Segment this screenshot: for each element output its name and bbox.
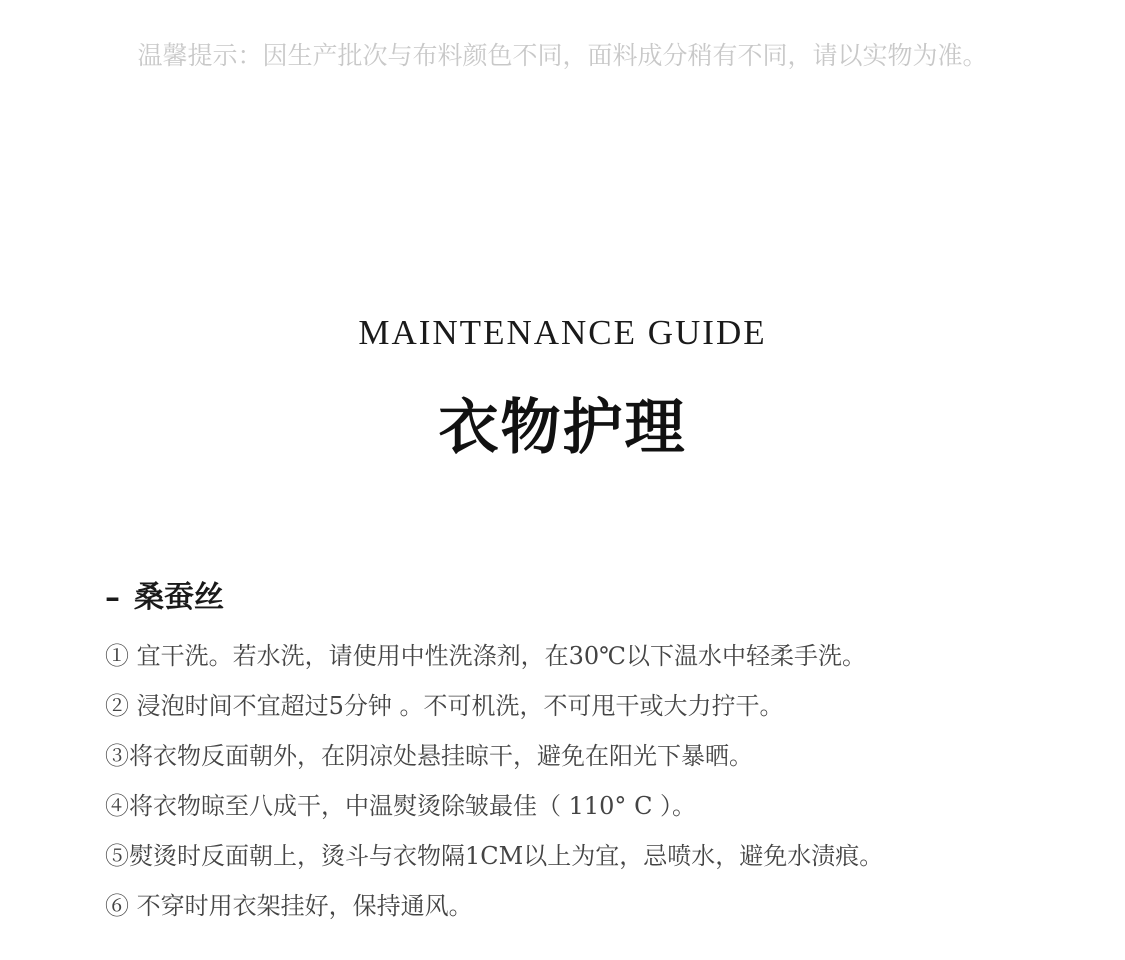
guide-title-cn: 衣物护理 xyxy=(438,393,687,463)
care-instruction-4: ④将衣物晾至八成干，中温熨烫除皱最佳（ 110° C ）。 xyxy=(105,792,697,820)
care-instruction-6: ⑥ 不穿时用衣架挂好，保持通风。 xyxy=(105,892,473,920)
care-instruction-5: ⑤熨烫时反面朝上，烫斗与衣物隔1CM以上为宜，忌喷水，避免水渍痕。 xyxy=(105,842,884,870)
section-dash: – xyxy=(105,580,120,615)
notice-text: 温馨提示：因生产批次与布料颜色不同，面料成分稍有不同，请以实物为准。 xyxy=(137,41,988,70)
care-instruction-1: ① 宜干洗。若水洗，请使用中性洗涤剂，在30℃以下温水中轻柔手洗。 xyxy=(105,642,867,670)
care-instruction-3: ③将衣物反面朝外，在阴凉处悬挂晾干，避免在阳光下暴晒。 xyxy=(105,742,753,770)
guide-title-en: MAINTENANCE GUIDE xyxy=(358,313,767,352)
section-title-text: 桑蚕丝 xyxy=(134,580,224,615)
care-instruction-2: ② 浸泡时间不宜超过5分钟 。不可机洗，不可甩干或大力拧干。 xyxy=(105,692,784,720)
section-heading xyxy=(105,572,224,616)
care-instructions-list xyxy=(105,638,1085,938)
